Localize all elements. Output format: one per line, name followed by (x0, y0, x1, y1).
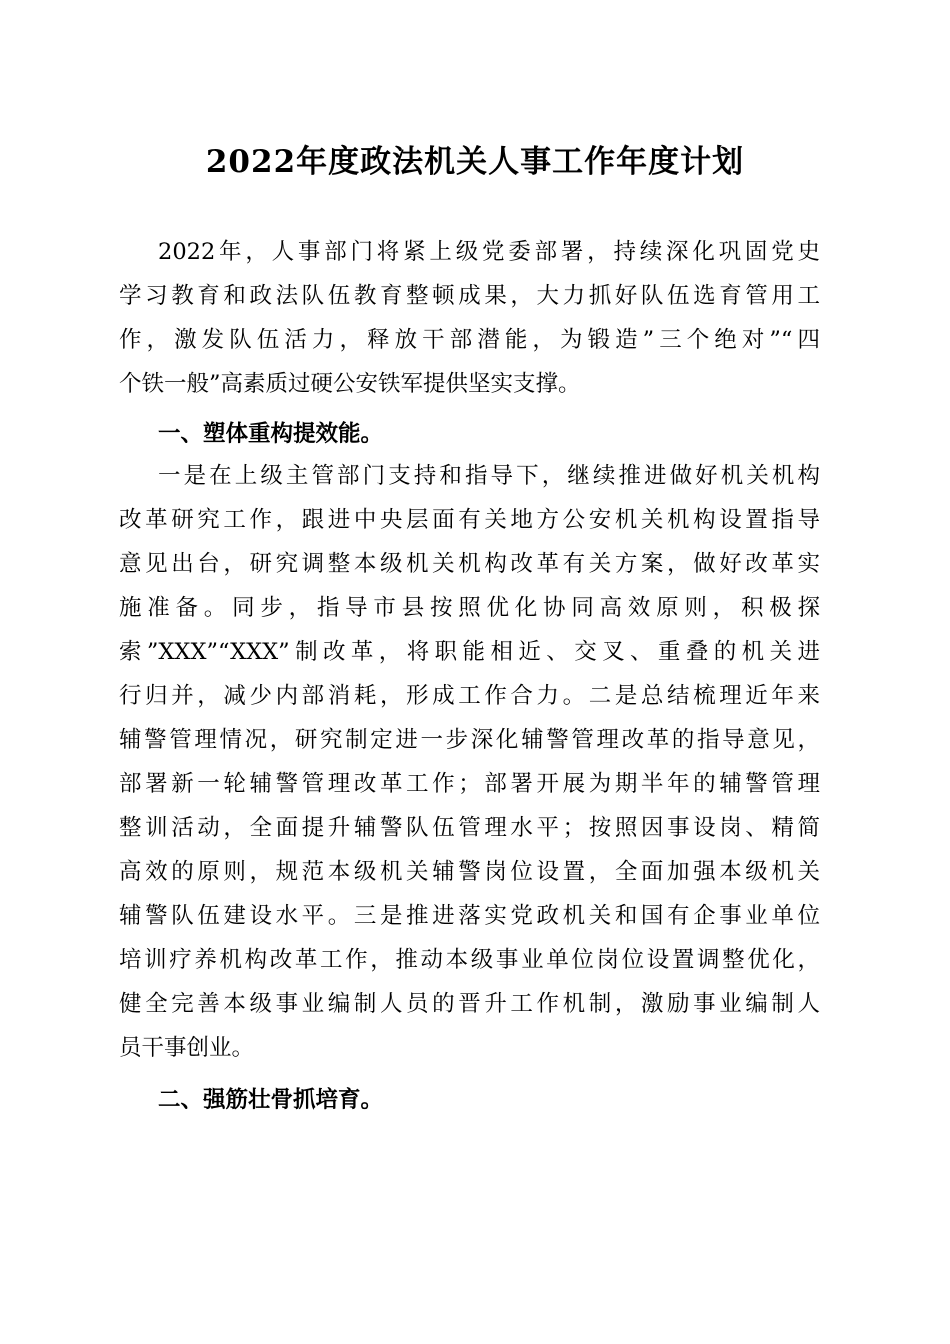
paragraph-line: 健全完善本级事业编制人员的晋升工作机制，激励事业编制人 (119, 991, 820, 1017)
paragraph-line: 高效的原则，规范本级机关辅警岗位设置，全面加强本级机关 (119, 859, 820, 885)
paragraph-line: 一是在上级主管部门支持和指导下，继续推进做好机关机构 (158, 463, 820, 489)
paragraph-line: 员干事创业。 (119, 1035, 255, 1061)
paragraph-line: 行归并，减少内部消耗，形成工作合力。二是总结梳理近年来 (119, 683, 820, 709)
paragraph-line: 整训活动，全面提升辅警队伍管理水平；按照因事设岗、精简 (119, 815, 820, 841)
paragraph-line: 2022年，人事部门将紧上级党委部署，持续深化巩固党史 (158, 239, 820, 265)
paragraph-line: 辅警队伍建设水平。三是推进落实党政机关和国有企事业单位 (119, 903, 820, 929)
paragraph-line: 个铁一般”高素质过硬公安铁军提供坚实支撑。 (119, 371, 581, 397)
paragraph-line: 培训疗养机构改革工作，推动本级事业单位岗位设置调整优化， (119, 947, 820, 973)
section-heading-1: 一、塑体重构提效能。 (158, 421, 384, 447)
paragraph-line: 学习教育和政法队伍教育整顿成果，大力抓好队伍选育管用工 (119, 283, 820, 309)
paragraph-line: 施准备。同步，指导市县按照优化协同高效原则，积极探 (119, 595, 820, 621)
paragraph-line: 辅警管理情况，研究制定进一步深化辅警管理改革的指导意见， (119, 727, 820, 753)
paragraph-line: 作，激发队伍活力，释放干部潜能，为锻造”三个绝对”“四 (119, 327, 820, 353)
paragraph-line: 索”XXX”“XXX”制改革，将职能相近、交叉、重叠的机关进 (119, 639, 820, 665)
paragraph-line: 部署新一轮辅警管理改革工作；部署开展为期半年的辅警管理 (119, 771, 820, 797)
paragraph-line: 改革研究工作，跟进中央层面有关地方公安机关机构设置指导 (119, 507, 820, 533)
paragraph-line: 意见出台，研究调整本级机关机构改革有关方案，做好改革实 (119, 551, 820, 577)
section-heading-2: 二、强筋壮骨抓培育。 (158, 1087, 384, 1113)
document-title: 2022年度政法机关人事工作年度计划 (205, 144, 745, 180)
